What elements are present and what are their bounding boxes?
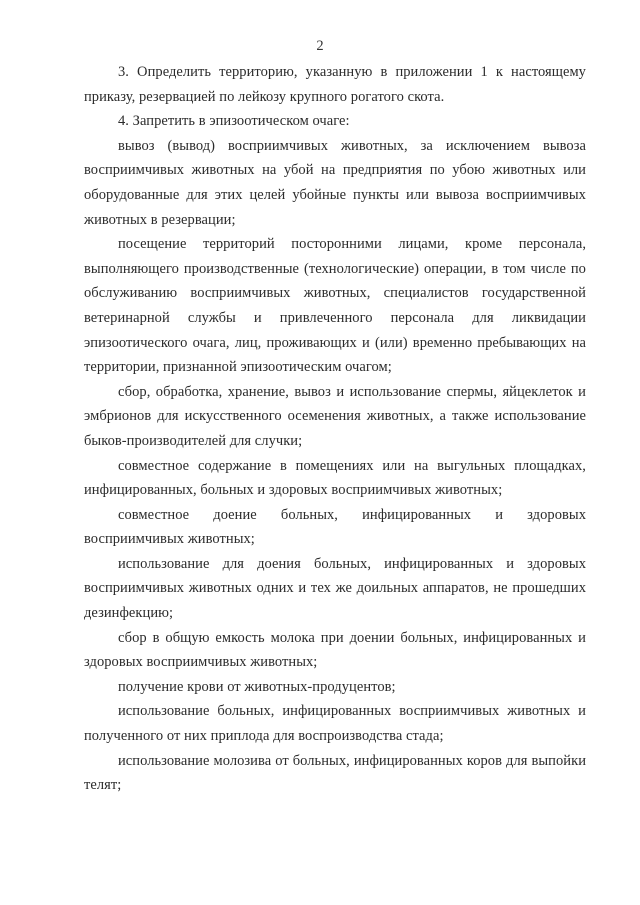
- page-number: 2: [316, 38, 324, 54]
- paragraph-prohibitions-heading: 4. Запретить в эпизоотическом очаге:: [118, 113, 350, 130]
- paragraph-colostrum-use: использование молозива от больных, инфицированных коров для выпойки телят;: [84, 752, 586, 794]
- paragraph-milk-collection: сбор в общую емкость молока при доении больных, инфицированных и здоровых восприимчивых животных;: [84, 629, 586, 671]
- paragraph-territory-reservation: 3. Определить территорию, указанную в приложении 1 к настоящему приказу, резервацией по лейкозу крупного рогатого скота.: [84, 64, 586, 105]
- paragraph-territory-visits: посещение территорий посторонними лицами, кроме персонала, выполняющего производственные (технологические) операции, в том числе по обслуживанию восприимчивых животных, специалистов государственной ветеринарной службы и привлеченного персонала для ликвидации эпизоотического очага, лиц, проживающих и (или) временно пребывающих на территории, признанной эпизоотическим очагом;: [84, 236, 586, 376]
- paragraph-milking-machines: использование для доения больных, инфицированных и здоровых восприимчивых животных одних и тех же доильных аппаратов, не прошедших дезинфекцию;: [84, 555, 586, 622]
- paragraph-joint-keeping: совместное содержание в помещениях или на выгульных площадках, инфицированных, больных и здоровых восприимчивых животных;: [84, 457, 586, 499]
- paragraph-blood-collection: получение крови от животных-продуцентов;: [118, 678, 396, 695]
- paragraph-semen-embryos: сбор, обработка, хранение, вывоз и использование спермы, яйцеклеток и эмбрионов для искусственного осеменения животных, а также использование быков-производителей для случки;: [84, 383, 586, 449]
- paragraph-animal-removal: вывоз (вывод) восприимчивых животных, за исключением вывоза восприимчивых животных на убой на предприятия по убою животных или оборудованные для этих целей убойные пункты или вывоза восприимчивых животных в резервации;: [84, 137, 586, 228]
- document-body: [84, 60, 586, 798]
- paragraph-joint-milking: совместное доение больных, инфицированных и здоровых восприимчивых животных;: [84, 506, 586, 548]
- paragraph-herd-reproduction: использование больных, инфицированных восприимчивых животных и полученного от них приплода для воспроизводства стада;: [84, 703, 586, 745]
